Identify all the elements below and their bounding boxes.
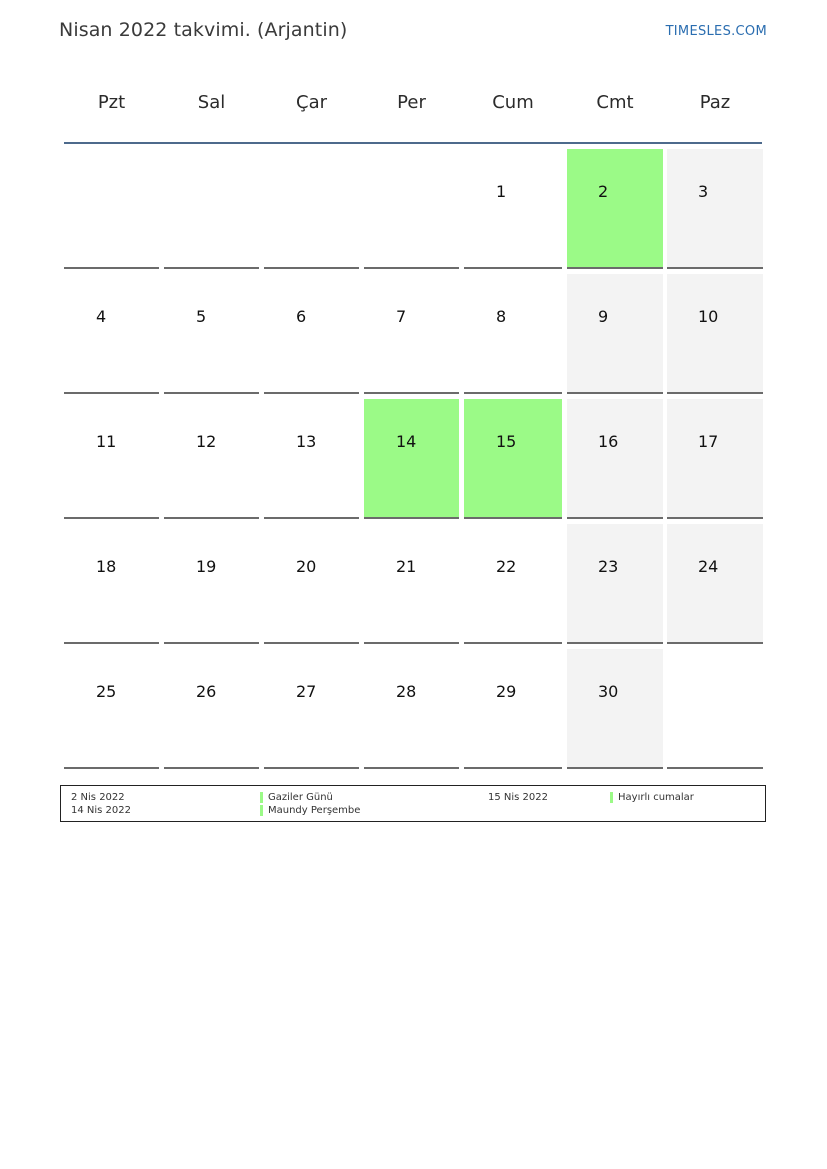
day-number: 12 xyxy=(196,432,217,451)
day-cell[interactable] xyxy=(667,399,763,519)
day-number: 26 xyxy=(196,682,217,701)
day-cell[interactable] xyxy=(464,274,562,394)
day-cell[interactable] xyxy=(567,399,663,519)
day-number: 23 xyxy=(598,557,619,576)
day-number: 13 xyxy=(296,432,317,451)
day-cell[interactable] xyxy=(464,149,562,269)
day-cell[interactable] xyxy=(464,649,562,769)
day-number: 1 xyxy=(496,182,507,201)
day-cell[interactable] xyxy=(164,649,259,769)
day-number: 28 xyxy=(396,682,417,701)
day-number: 4 xyxy=(96,307,107,326)
day-number: 25 xyxy=(96,682,117,701)
day-number: 2 xyxy=(598,182,609,201)
day-cell[interactable] xyxy=(264,649,359,769)
legend-name-2: Maundy Perşembe xyxy=(268,805,361,816)
day-cell[interactable] xyxy=(364,274,459,394)
day-number: 5 xyxy=(196,307,207,326)
weekday-header: Per xyxy=(397,92,426,113)
legend-color-marker xyxy=(260,792,263,803)
weekday-header: Sal xyxy=(197,92,226,113)
day-cell[interactable] xyxy=(364,524,459,644)
day-cell[interactable] xyxy=(64,274,159,394)
day-cell-empty xyxy=(264,149,359,269)
header-rule xyxy=(64,142,762,144)
day-cell[interactable] xyxy=(364,649,459,769)
legend-color-marker xyxy=(610,792,613,803)
day-cell-holiday[interactable] xyxy=(567,149,663,269)
day-cell[interactable] xyxy=(667,524,763,644)
day-number: 10 xyxy=(698,307,719,326)
day-cell-empty xyxy=(64,149,159,269)
day-number: 6 xyxy=(296,307,307,326)
weekday-header: Pzt xyxy=(97,92,126,113)
day-cell-holiday[interactable] xyxy=(464,399,562,519)
day-cell[interactable] xyxy=(64,524,159,644)
day-number: 14 xyxy=(396,432,417,451)
legend-date-3: 15 Nis 2022 xyxy=(488,792,548,803)
day-number: 29 xyxy=(496,682,517,701)
legend-date-2: 14 Nis 2022 xyxy=(71,805,131,816)
legend-color-marker xyxy=(260,805,263,816)
day-number: 21 xyxy=(396,557,417,576)
day-cell[interactable] xyxy=(567,649,663,769)
day-number: 24 xyxy=(698,557,719,576)
day-cell[interactable] xyxy=(64,649,159,769)
page-title: Nisan 2022 takvimi. (Arjantin) xyxy=(59,19,348,41)
day-number: 19 xyxy=(196,557,217,576)
day-number: 7 xyxy=(396,307,407,326)
day-cell[interactable] xyxy=(264,524,359,644)
day-cell[interactable] xyxy=(164,524,259,644)
day-cell[interactable] xyxy=(667,149,763,269)
day-cell[interactable] xyxy=(567,524,663,644)
day-number: 17 xyxy=(698,432,719,451)
day-cell-empty xyxy=(364,149,459,269)
day-cell[interactable] xyxy=(164,274,259,394)
day-number: 16 xyxy=(598,432,619,451)
day-number: 3 xyxy=(698,182,709,201)
day-cell[interactable] xyxy=(64,399,159,519)
day-number: 27 xyxy=(296,682,317,701)
day-number: 8 xyxy=(496,307,507,326)
legend-date-1: 2 Nis 2022 xyxy=(71,792,125,803)
day-cell-empty xyxy=(164,149,259,269)
weekday-header: Cmt xyxy=(596,92,634,113)
weekday-header: Paz xyxy=(699,92,731,113)
day-cell[interactable] xyxy=(667,274,763,394)
day-cell[interactable] xyxy=(567,274,663,394)
day-number: 9 xyxy=(598,307,609,326)
day-cell[interactable] xyxy=(464,524,562,644)
weekday-header: Çar xyxy=(296,92,327,113)
day-number: 30 xyxy=(598,682,619,701)
holiday-legend xyxy=(60,785,766,822)
day-cell[interactable] xyxy=(264,274,359,394)
weekday-header: Cum xyxy=(492,92,534,113)
day-number: 18 xyxy=(96,557,117,576)
day-cell-holiday[interactable] xyxy=(364,399,459,519)
brand-link[interactable]: TIMESLES.COM xyxy=(665,24,767,39)
day-number: 11 xyxy=(96,432,117,451)
day-number: 15 xyxy=(496,432,517,451)
day-cell-empty xyxy=(667,649,763,769)
day-cell[interactable] xyxy=(164,399,259,519)
day-number: 22 xyxy=(496,557,517,576)
day-number: 20 xyxy=(296,557,317,576)
legend-name-1: Gaziler Günü xyxy=(268,792,333,803)
legend-name-3: Hayırlı cumalar xyxy=(618,792,694,803)
day-cell[interactable] xyxy=(264,399,359,519)
